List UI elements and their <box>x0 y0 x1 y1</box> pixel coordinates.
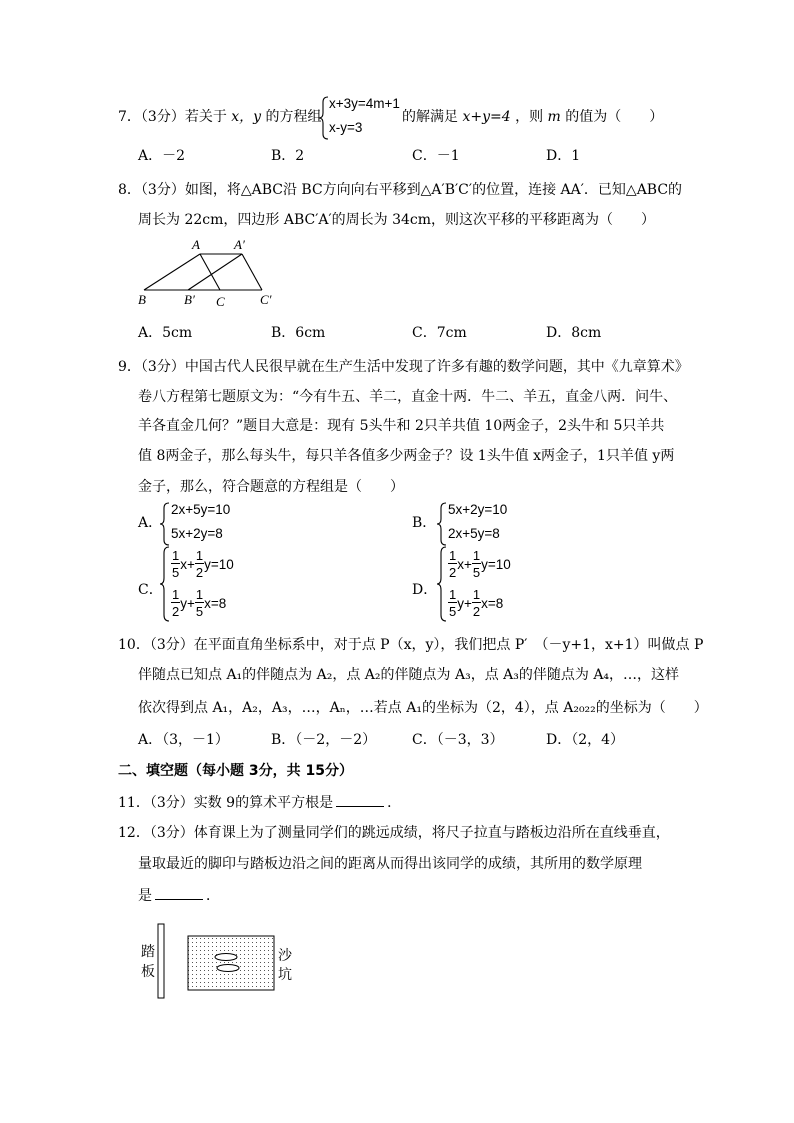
q9-line-1: 9．（3分）中国古代人民很早就在生产生活中发现了许多有趣的数学问题，其中《九章算术》 <box>118 359 689 375</box>
q8-line-1: 8．（3分）如图，将△ABC沿 BC方向向右平移到△A′B′C′的位置，连接 AA′．已知△ABC的 <box>118 182 683 198</box>
frac-d2: $\frac{1}{5}$ <box>472 548 481 580</box>
q9-line-4: 值 8两金子，那么每头牛，每只羊各值多少两金子？设 1头牛值 x两金子，1只羊值 y两 <box>138 448 675 464</box>
term-c1: x+ <box>180 556 195 572</box>
q8-option-d: D．8cm <box>546 325 602 341</box>
q12-line-1: 12．（3分）体育课上为了测量同学们的跳远成绩，将尺子拉直与踏板边沿所在直线垂直， <box>118 825 670 841</box>
term-d1: x+ <box>457 556 472 572</box>
q9-option-a-eq1: 2x+5y=10 <box>171 502 231 517</box>
takeoff-board <box>158 924 164 998</box>
q9-option-d-eq2 <box>448 588 503 618</box>
label-c: C <box>216 294 225 309</box>
footprint-2 <box>217 965 239 972</box>
q9-option-c-eq2 <box>171 588 226 618</box>
frac-d3: $\frac{1}{5}$ <box>449 587 457 619</box>
q7-option-a: A．－2 <box>138 148 186 164</box>
q12-period: ． <box>206 888 220 904</box>
q10-option-a: A．（3，－1） <box>138 732 229 748</box>
q7-option-b: B．2 <box>271 148 305 164</box>
q7-brace <box>319 96 329 140</box>
q9-option-a-label: A． <box>138 515 163 531</box>
term-c2: y=10 <box>204 556 234 572</box>
q8-translation-figure <box>134 234 284 310</box>
q9-line-3: 羊各直金几何？”题目大意是：现有 5头牛和 2只羊共值 10两金子，2头牛和 5只羊共 <box>138 418 665 434</box>
q7-text-b: 的方程组 <box>265 109 322 125</box>
q9-option-a-brace <box>160 502 170 546</box>
term-d2: y=10 <box>481 556 511 572</box>
q9-option-c-eq1 <box>171 549 234 579</box>
frac-c4: $\frac{1}{5}$ <box>195 587 204 619</box>
q7-vars: x，y <box>231 109 262 125</box>
q8-option-a: A．5cm <box>138 325 193 341</box>
q7-eq1: x+3y=4m+1 <box>329 96 400 111</box>
q7-option-c: C．－1 <box>412 148 460 164</box>
label-b: B <box>138 292 146 307</box>
q11-line <box>118 792 401 812</box>
frac-c3: $\frac{1}{2}$ <box>172 587 180 619</box>
q9-option-c-brace <box>160 546 170 622</box>
q12-text: 是 <box>138 888 152 904</box>
sand-pit <box>188 936 274 990</box>
q8-option-c: C．7cm <box>412 325 467 341</box>
term-c3: y+ <box>180 595 195 611</box>
long-jump-figure <box>156 922 278 1000</box>
label-a-prime: A′ <box>234 237 245 252</box>
q9-option-b-brace <box>437 502 447 546</box>
board-label-2: 板 <box>141 964 155 980</box>
pit-label-2: 坑 <box>278 967 292 983</box>
q7-text-e: 的值为（ ） <box>565 109 664 125</box>
q9-option-b-label: B． <box>412 515 437 531</box>
frac-c2: $\frac{1}{2}$ <box>195 548 204 580</box>
q10-option-d: D．（2，4） <box>546 732 625 748</box>
pit-label-1: 沙 <box>278 948 292 964</box>
term-d4: x=8 <box>481 595 504 611</box>
q7-option-d: D．1 <box>546 148 581 164</box>
q8-option-b: B．6cm <box>271 325 326 341</box>
q12-line-3 <box>138 885 220 905</box>
q8-line-2: 周长为 22cm，四边形 ABC′A′的周长为 34cm，则这次平移的平移距离为（ ） <box>138 212 656 228</box>
section-2-title: 二、填空题（每小题 3分，共 15分） <box>118 763 353 779</box>
q7-line-tail <box>402 106 663 126</box>
frac-d4: $\frac{1}{2}$ <box>472 587 481 619</box>
q11-answer-blank[interactable] <box>336 794 384 807</box>
q12-answer-blank[interactable] <box>155 887 203 900</box>
q10-line-1: 10．（3分）在平面直角坐标系中，对于点 P（x，y），我们把点 P′ （－y+1，x+1）叫做点 P <box>118 637 704 653</box>
q12-line-2: 量取最近的脚印与踏板边沿之间的距离从而得出该同学的成绩，其所用的数学原理 <box>138 856 642 872</box>
footprint-1 <box>215 954 237 961</box>
q9-option-b-eq1: 5x+2y=10 <box>448 502 508 517</box>
q9-option-c-label: C． <box>138 582 163 598</box>
q9-line-2: 卷八方程第七题原文为：“今有牛五、羊二，直金十两．牛二、羊五，直金八两．问牛、 <box>138 389 678 405</box>
label-c-prime: C′ <box>260 292 272 307</box>
q7-text-c: 的解满足 <box>402 109 458 125</box>
label-a: A <box>192 237 200 252</box>
board-label-1: 踏 <box>141 944 155 960</box>
frac-c1: $\frac{1}{5}$ <box>172 548 180 580</box>
q10-line-3: 依次得到点 A₁，A₂，A₃，…，Aₙ，…若点 A₁的坐标为（2，4），点 A₂₀₂₂的坐标为（ ） <box>138 700 708 716</box>
q9-option-d-eq1 <box>448 549 511 579</box>
term-c4: x=8 <box>204 595 227 611</box>
q7-line <box>118 106 322 126</box>
label-b-prime: B′ <box>184 292 195 307</box>
q10-line-2: 伴随点已知点 A₁的伴随点为 A₂，点 A₂的伴随点为 A₃，点 A₃的伴随点为 A₄，…，这样 <box>138 667 680 683</box>
q11-text: 11．（3分）实数 9的算术平方根是 <box>118 795 334 811</box>
q7-condition: x+y=4 <box>462 109 511 125</box>
q9-option-a-eq2: 5x+2y=8 <box>171 526 223 541</box>
q11-period: ． <box>387 795 402 811</box>
q10-option-c: C．（－3，3） <box>412 732 504 748</box>
q9-option-d-label: D． <box>412 582 438 598</box>
q9-option-d-brace <box>437 546 447 622</box>
q10-option-b: B．（－2，－2） <box>271 732 377 748</box>
q9-option-b-eq2: 2x+5y=8 <box>448 526 500 541</box>
term-d3: y+ <box>457 595 472 611</box>
frac-d1: $\frac{1}{2}$ <box>449 548 457 580</box>
q7-eq2: x-y=3 <box>329 120 363 135</box>
q7-m: m <box>547 109 561 125</box>
q7-text-a: 7．（3分）若关于 <box>118 109 227 125</box>
q7-text-d: ，则 <box>515 109 544 125</box>
q9-line-5: 金子，那么，符合题意的方程组是（ ） <box>138 479 404 495</box>
